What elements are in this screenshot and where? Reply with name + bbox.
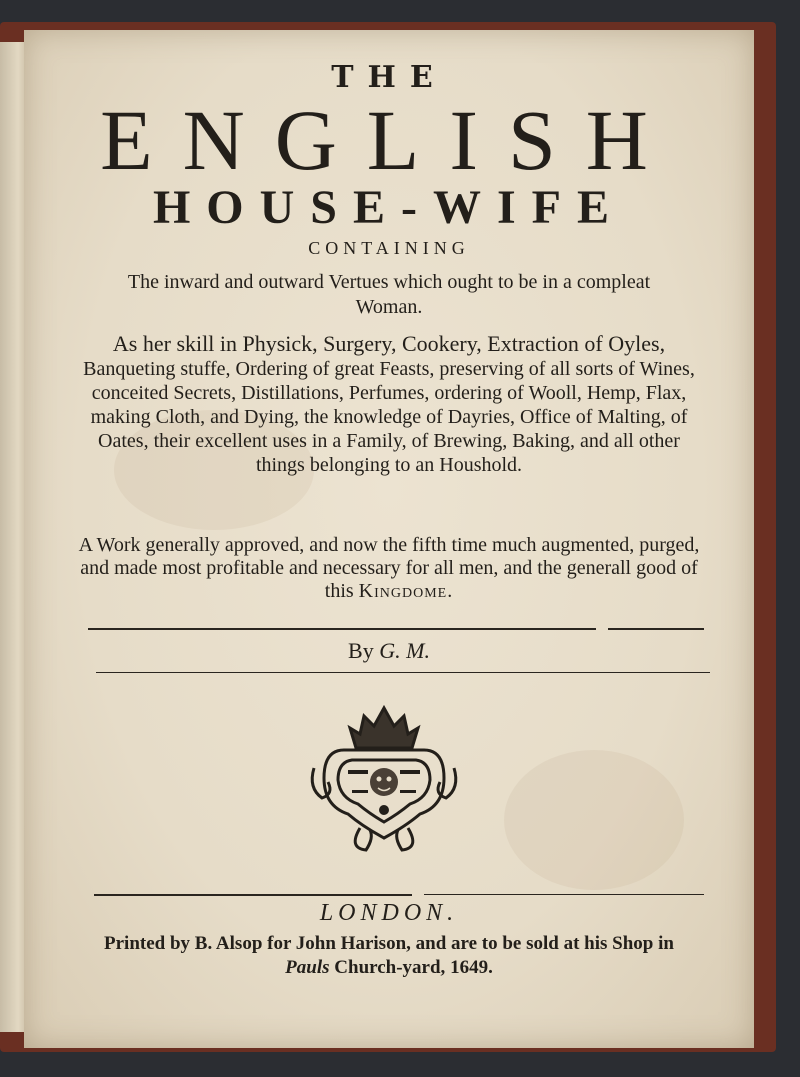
title-the: THE bbox=[331, 60, 447, 95]
rule-top bbox=[88, 628, 596, 630]
imprint-pauls: Pauls bbox=[285, 957, 330, 978]
imprint-city: LONDON. bbox=[319, 900, 459, 926]
title-housewife: HOUSE-WIFE bbox=[152, 181, 626, 234]
contents-lead: As her skill in Physick, Surgery, Cookery, Extraction of Oyles, bbox=[112, 331, 666, 356]
work-description bbox=[24, 534, 754, 603]
author-initials: G. M. bbox=[379, 638, 430, 663]
paper-stain bbox=[504, 750, 684, 890]
rule-under-author bbox=[96, 672, 710, 673]
rule-bottom-right bbox=[424, 894, 704, 895]
contents-rest: Banqueting stuffe, Ordering of great Feasts, preserving of all sorts of Wines, conceited Secrets, Distillations, Perfumes, ordering of Wooll, Hemp, Flax, making Cloth, and Dying, the knowledge of Dayries, Office of Malting, of Oates, their excellent uses in a Family, of Brewing, Baking, and all other things belonging to an Houshold. bbox=[83, 358, 695, 476]
imprint-text bbox=[24, 932, 754, 980]
author-line bbox=[24, 638, 754, 664]
title-page bbox=[24, 30, 754, 1048]
rule-top-short bbox=[608, 628, 704, 630]
kingdome-word: Kingdome. bbox=[358, 580, 454, 602]
containing-heading: CONTAINING bbox=[308, 238, 470, 258]
contents-paragraph bbox=[24, 332, 754, 477]
subtitle-vertues: The inward and outward Vertues which ought to be in a compleat Woman. bbox=[127, 271, 651, 318]
imprint-line-a: Printed by B. Alsop for John Harison, and are to be sold at his Shop in bbox=[104, 933, 674, 954]
imprint-year: 1649. bbox=[450, 957, 493, 978]
printers-device-ornament bbox=[304, 698, 464, 858]
left-page-edge bbox=[0, 42, 27, 1032]
work-text: A Work generally approved, and now the fifth time much augmented, purged, and made most profitable and necessary for all men, and the generall good of this bbox=[78, 534, 700, 602]
title-english: ENGLISH bbox=[100, 92, 678, 188]
by-label: By bbox=[348, 638, 374, 663]
imprint-line-b: Church-yard, bbox=[334, 957, 446, 978]
rule-bottom-left bbox=[94, 894, 412, 896]
